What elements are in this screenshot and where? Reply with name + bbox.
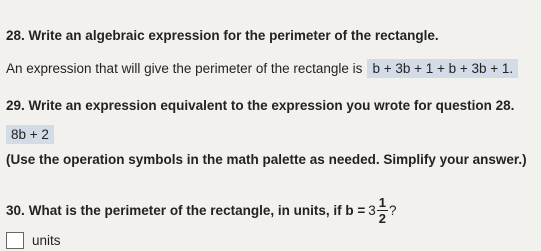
question-30-answer-input[interactable] (6, 232, 24, 249)
question-29-answer-row (6, 125, 54, 144)
question-29-number: 29. (6, 98, 25, 113)
question-28-text: Write an algebraic expression for the perimeter of the rectangle. (28, 28, 439, 43)
question-28-answer-prefix: An expression that will give the perimeter of the rectangle is (6, 61, 363, 76)
question-29-answer-field[interactable]: 8b + 2 (6, 125, 54, 144)
question-30-prompt (6, 196, 396, 225)
question-28-number: 28. (6, 28, 25, 43)
question-30-text: What is the perimeter of the rectangle, in units, if b = (28, 203, 366, 218)
mixed-number-fraction (377, 196, 388, 225)
question-29-text: Write an expression equivalent to the expression you wrote for question 28. (28, 98, 515, 113)
mixed-number-whole: 3 (368, 203, 376, 218)
question-30-answer-row (6, 232, 61, 249)
question-28-answer-field[interactable]: b + 3b + 1 + b + 3b + 1. (367, 59, 518, 78)
question-28-prompt (6, 28, 439, 43)
fraction-numerator: 1 (378, 195, 386, 210)
question-29-instruction: (Use the operation symbols in the math palette as needed. Simplify your answer.) (6, 152, 527, 167)
question-29-prompt (6, 98, 514, 113)
question-28-answer-row (6, 59, 518, 78)
units-label: units (32, 233, 61, 248)
fraction-denominator: 2 (378, 211, 386, 226)
question-30-end: ? (388, 203, 397, 218)
question-30-number: 30. (6, 203, 25, 218)
